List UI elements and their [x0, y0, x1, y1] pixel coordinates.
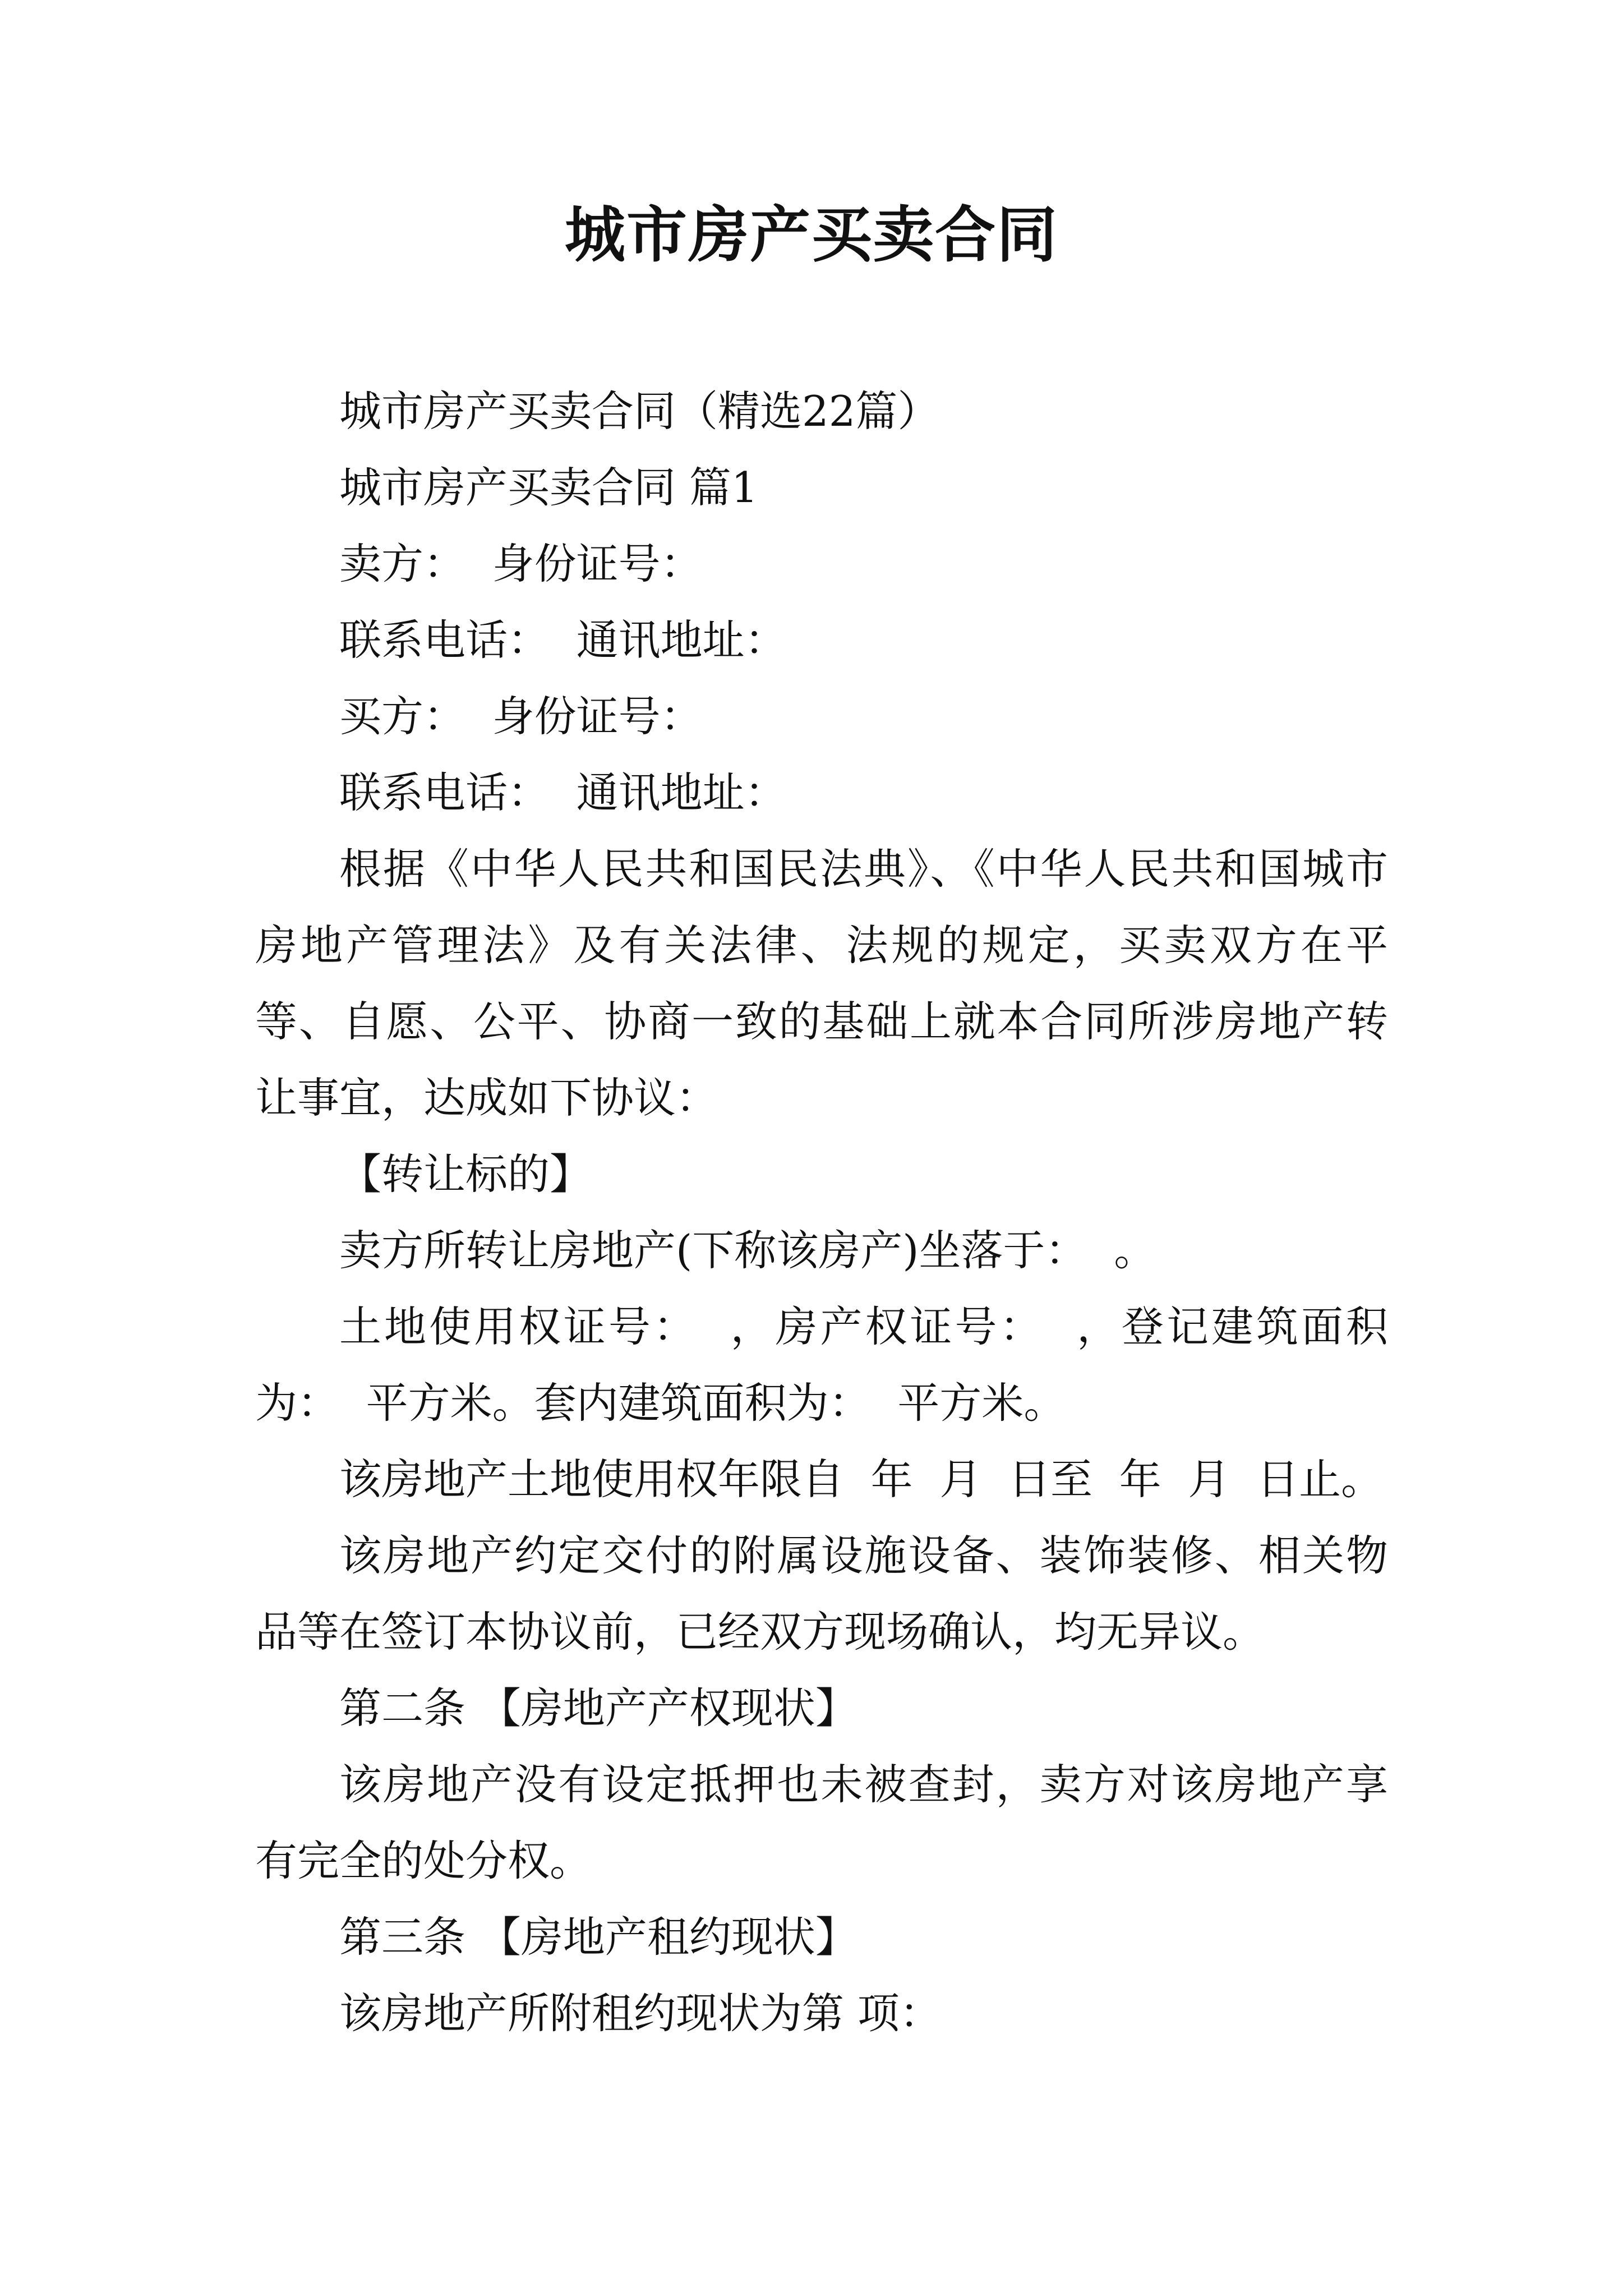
paragraph-buyer: 买方： 身份证号： — [339, 692, 703, 741]
paragraph-seller: 卖方： 身份证号： — [339, 539, 703, 588]
paragraph-seller-contact: 联系电话： 通讯地址： — [339, 615, 787, 665]
paragraph-section-heading: 城市房产买卖合同 篇1 — [339, 463, 758, 512]
paragraph-property-location: 卖方所转让房地产(下称该房产)坐落于： 。 — [339, 1226, 1156, 1275]
document-body — [255, 373, 1388, 2051]
paragraph-certificates-area: 土地使用权证号： ，房产权证号： ，登记建筑面积为： 平方米。套内建筑面积为： 平方米。 — [255, 1302, 1388, 1428]
paragraph-attached-facilities: 该房地产约定交付的附属设施设备、装饰装修、相关物品等在签订本协议前，已经双方现场确认，均无异议。 — [255, 1531, 1388, 1657]
paragraph-transfer-subject-heading: 【转让标的】 — [339, 1149, 592, 1199]
document-title: 城市房产买卖合同 — [564, 200, 1058, 270]
paragraph-lease-status: 该房地产所附租约现状为第 项： — [339, 1989, 942, 2038]
paragraph-ownership-status: 该房地产没有设定抵押也未被查封，卖方对该房地产享有完全的处分权。 — [255, 1760, 1388, 1885]
paragraph-land-use-term: 该房地产土地使用权年限自 年 月 日至 年 月 日止。 — [339, 1455, 1384, 1504]
paragraph-article-3-heading: 第三条 【房地产租约现状】 — [339, 1912, 857, 1962]
paragraph-buyer-contact: 联系电话： 通讯地址： — [339, 768, 787, 817]
paragraph-subtitle: 城市房产买卖合同（精选22篇） — [339, 386, 940, 436]
paragraph-article-2-heading: 第二条 【房地产产权现状】 — [339, 1683, 857, 1733]
paragraph-legal-basis: 根据《中华人民共和国民法典》、《中华人民共和国城市房地产管理法》及有关法律、法规的规定，买卖双方在平等、自愿、公平、协商一致的基础上就本合同所涉房地产转让事宜，达成如下协议： — [255, 844, 1388, 1122]
